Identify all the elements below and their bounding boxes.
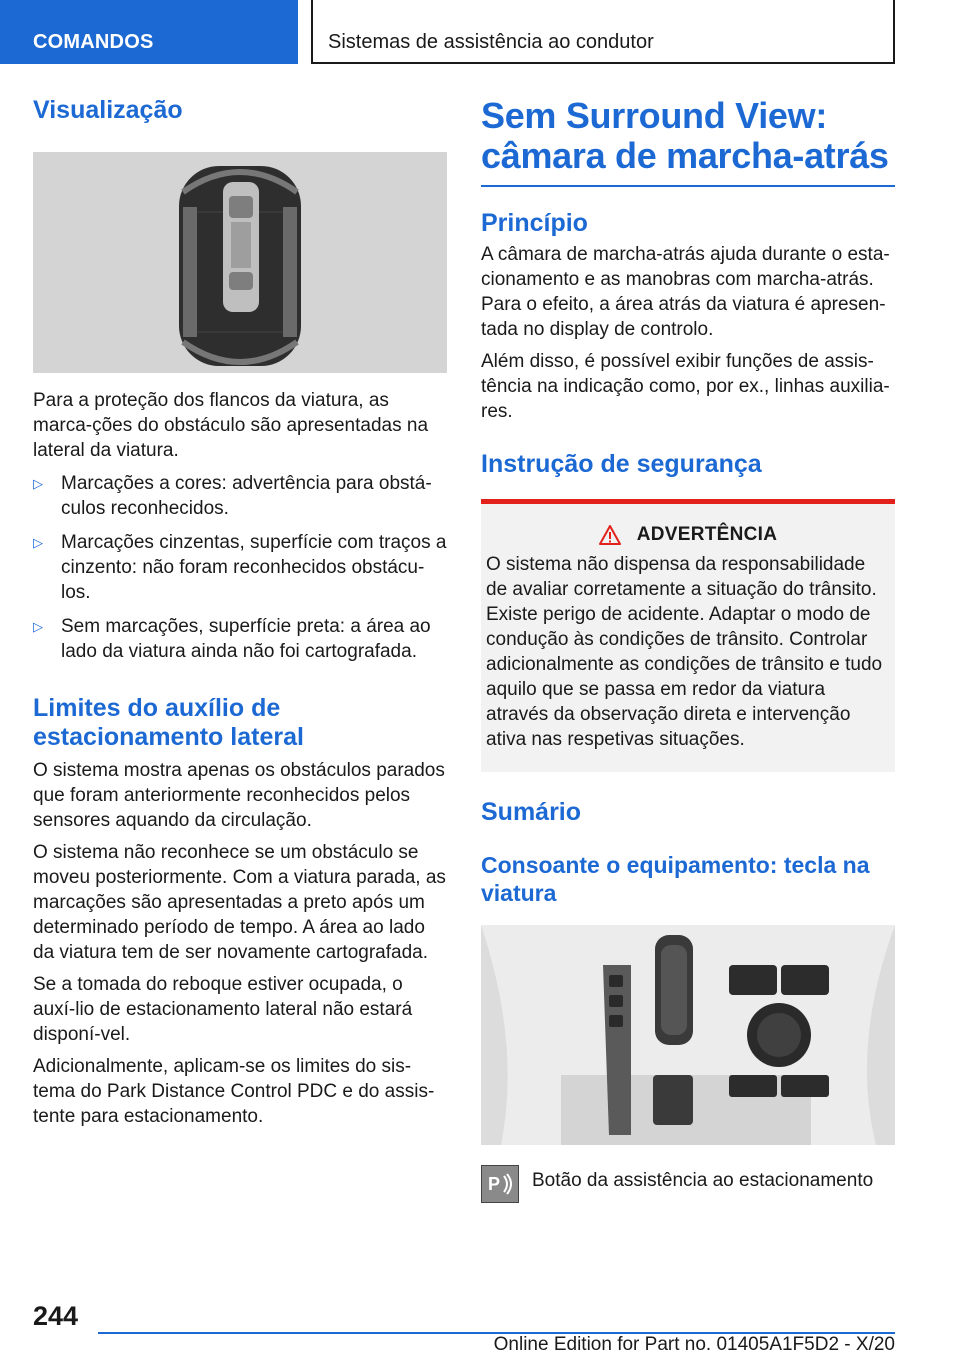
list-item — [33, 614, 447, 664]
limites-paragraph: O sistema não reconhece se um obstáculo se moveu posteriormente. Com a viatura parada, as marcações são apresentadas a preto após um determinado período de tempo. A área ao lado da viatura tem de ser novamente cartografada. — [33, 842, 446, 963]
limites-heading: Limites do auxílio de estacionamento lateral — [33, 694, 304, 751]
visualizacao-paragraph: Para a proteção dos flancos da viatura, as marca-ções do obstáculo são apresentadas na lateral da viatura. — [33, 390, 429, 461]
header-section-label: COMANDOS — [33, 31, 154, 53]
principio-paragraph: A câmara de marcha-atrás ajuda durante o esta-cionamento e as manobras com marcha-atrás. Para o efeito, a área atrás da viatura é apresen-tada no display de controlo. — [481, 244, 890, 340]
warning-label: ADVERTÊNCIA — [636, 524, 778, 545]
triangle-bullet-icon: ▷ — [33, 476, 43, 491]
center-console-image — [481, 925, 895, 1145]
park-assist-icon — [482, 1166, 518, 1202]
header-chapter-box — [311, 0, 895, 64]
list-item-text: Sem marcações, superfície preta: a área ao lado da viatura ainda não foi cartografada. — [61, 616, 431, 662]
header-section-tab — [0, 0, 298, 64]
warning-box — [481, 499, 895, 772]
main-title-line1: Sem Surround View: — [481, 95, 828, 136]
sumario-heading: Sumário — [481, 798, 582, 826]
limites-paragraph: Se a tomada do reboque estiver ocupada, o auxí-lio de estacionamento lateral não estará disponí-vel. — [33, 974, 413, 1045]
parking-view-illustration — [33, 152, 447, 373]
limites-paragraph: O sistema mostra apenas os obstáculos parados que foram anteriormente reconhecidos pelos sensores aquando da circulação. — [33, 760, 445, 831]
list-item-text: Marcações cinzentas, superfície com traços a cinzento: não foram reconhecidos obstácu-los. — [61, 532, 447, 603]
seguranca-heading: Instrução de segurança — [481, 450, 762, 478]
warning-triangle-icon — [599, 525, 621, 545]
principio-paragraph: Além disso, é possível exibir funções de assis-tência na indicação como, por ex., linhas auxilia-res. — [481, 351, 890, 422]
list-item-text: Marcações a cores: advertência para obstá-culos reconhecidos. — [61, 473, 432, 519]
center-console-photo — [481, 925, 895, 1145]
button-legend-row — [481, 1165, 895, 1203]
header-chapter-label: Sistemas de assistência ao condutor — [328, 31, 654, 53]
triangle-bullet-icon: ▷ — [33, 619, 43, 634]
list-item — [33, 530, 447, 605]
warning-text: O sistema não dispensa da responsabilidade de avaliar corretamente a situação do trânsito. Existe perigo de acidente. Adaptar o modo de condução às condições de trânsito. Controlar adicionalmente as condições de trânsito e tudo aquilo que se passa em redor da viatura através da observação direta e intervenção ativa nas respetivas situações. — [486, 554, 883, 750]
limites-paragraph: Adicionalmente, aplicam-se os limites do sis-tema do Park Distance Control PDC e do assis-tente para estacionamento. — [33, 1056, 435, 1127]
principio-heading: Princípio — [481, 209, 588, 237]
footer-edition-text: Online Edition for Part no. 01405A1F5D2 - X/20 — [493, 1334, 895, 1355]
main-title-line2: câmara de marcha-atrás — [481, 135, 889, 176]
equipamento-heading: Consoante o equipamento: tecla na viatura — [481, 852, 870, 906]
left-column — [33, 96, 447, 1129]
list-item — [33, 471, 447, 521]
warning-title — [486, 524, 890, 546]
park-assist-button-icon — [481, 1165, 519, 1203]
button-caption: Botão da assistência ao estacionamento — [532, 1170, 874, 1191]
right-column — [481, 96, 895, 1203]
svg-text:P: P — [488, 1174, 501, 1194]
page-number: 244 — [33, 1301, 79, 1331]
marking-list — [33, 471, 447, 664]
visualizacao-heading: Visualização — [33, 96, 183, 124]
car-top-view-image — [33, 152, 447, 373]
triangle-bullet-icon: ▷ — [33, 535, 43, 550]
main-title-block — [481, 96, 895, 187]
